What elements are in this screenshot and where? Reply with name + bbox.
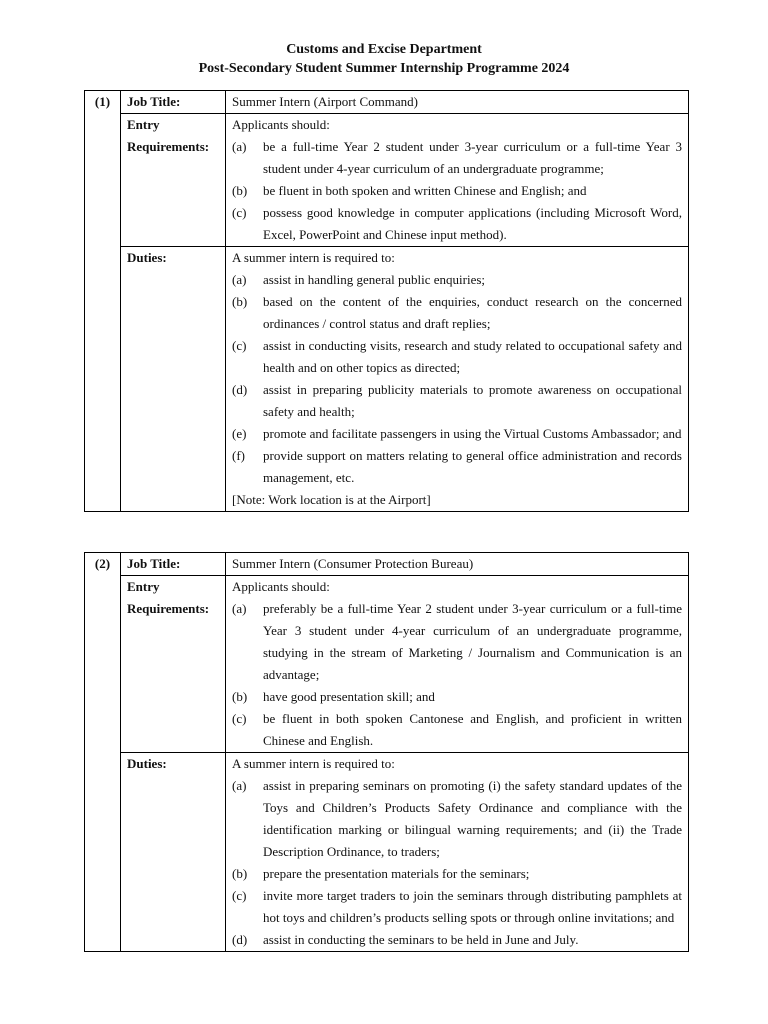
list-item bbox=[232, 686, 682, 708]
job-title-label: Job Title: bbox=[121, 91, 226, 114]
list-item bbox=[232, 775, 682, 863]
list-marker: (b) bbox=[232, 183, 248, 198]
list-marker: (b) bbox=[232, 866, 248, 881]
list-marker: (a) bbox=[232, 272, 247, 287]
duties-label: Duties: bbox=[121, 247, 226, 512]
list-item bbox=[232, 291, 682, 335]
list-item bbox=[232, 863, 682, 885]
duties-row bbox=[85, 247, 689, 512]
list-item bbox=[232, 202, 682, 246]
list-marker: (f) bbox=[232, 448, 245, 463]
entry-requirements-content bbox=[226, 114, 689, 247]
list-marker: (a) bbox=[232, 601, 247, 616]
entry-label-line1: Entry bbox=[127, 579, 160, 594]
job-table-2 bbox=[84, 552, 689, 952]
list-item bbox=[232, 929, 682, 951]
list-marker: (c) bbox=[232, 888, 247, 903]
list-item bbox=[232, 708, 682, 752]
list-text: be fluent in both spoken Cantonese and English, and proficient in written Chinese and English. bbox=[263, 711, 682, 748]
list-text: assist in handling general public enquiries; bbox=[263, 272, 486, 287]
list-item bbox=[232, 885, 682, 929]
list-marker: (c) bbox=[232, 338, 247, 353]
list-marker: (d) bbox=[232, 932, 248, 947]
list-marker: (c) bbox=[232, 205, 247, 220]
page-header bbox=[0, 40, 768, 78]
entry-requirements-row bbox=[85, 114, 689, 247]
duties-label: Duties: bbox=[121, 753, 226, 952]
list-item bbox=[232, 136, 682, 180]
list-text: have good presentation skill; and bbox=[263, 689, 435, 704]
list-marker: (b) bbox=[232, 689, 248, 704]
list-text: provide support on matters relating to general office administration and records management, etc. bbox=[263, 448, 682, 485]
list-text: assist in conducting the seminars to be held in June and July. bbox=[263, 932, 579, 947]
duties-content bbox=[226, 753, 689, 952]
entry-label-line2: Requirements: bbox=[127, 139, 210, 154]
list-text: preferably be a full-time Year 2 student under 3-year curriculum or a full-time Year 3 student under 4-year curriculum of an undergraduate programme, studying in the stream of Marketing / Journalism and Communication is an advantage; bbox=[263, 601, 682, 682]
list-text: based on the content of the enquiries, conduct research on the concerned ordinances / control status and draft replies; bbox=[263, 294, 682, 331]
job-title-row bbox=[85, 91, 689, 114]
list-marker: (d) bbox=[232, 382, 248, 397]
list-text: possess good knowledge in computer applications (including Microsoft Word, Excel, PowerPoint and Chinese input method). bbox=[263, 205, 682, 242]
entry-requirements-content bbox=[226, 576, 689, 753]
list-marker: (e) bbox=[232, 426, 247, 441]
duties-content bbox=[226, 247, 689, 512]
job-table-1 bbox=[84, 90, 689, 512]
list-item bbox=[232, 379, 682, 423]
work-location-note: [Note: Work location is at the Airport] bbox=[232, 492, 431, 507]
department-title: Customs and Excise Department bbox=[286, 42, 482, 57]
entry-requirements-row bbox=[85, 576, 689, 753]
list-text: assist in preparing publicity materials to promote awareness on occupational safety and health; bbox=[263, 382, 682, 419]
list-text: be fluent in both spoken and written Chinese and English; and bbox=[263, 183, 587, 198]
list-text: prepare the presentation materials for the seminars; bbox=[263, 866, 530, 881]
entry-label-line2: Requirements: bbox=[127, 601, 210, 616]
job-number: (1) bbox=[85, 91, 121, 512]
list-text: promote and facilitate passengers in using the Virtual Customs Ambassador; and bbox=[263, 426, 682, 441]
list-item bbox=[232, 269, 682, 291]
list-item bbox=[232, 445, 682, 489]
list-item bbox=[232, 598, 682, 686]
list-item bbox=[232, 423, 682, 445]
duties-row bbox=[85, 753, 689, 952]
job-title-row bbox=[85, 553, 689, 576]
list-text: be a full-time Year 2 student under 3-year curriculum or a full-time Year 3 student under 4-year curriculum of an undergraduate programme; bbox=[263, 139, 682, 176]
job-number: (2) bbox=[85, 553, 121, 952]
job-title-value: Summer Intern (Consumer Protection Bureau) bbox=[226, 553, 689, 576]
job-title-value: Summer Intern (Airport Command) bbox=[226, 91, 689, 114]
entry-requirements-label bbox=[121, 576, 226, 753]
programme-title: Post-Secondary Student Summer Internship Programme 2024 bbox=[198, 61, 570, 76]
duties-intro: A summer intern is required to: bbox=[232, 250, 395, 265]
list-item bbox=[232, 335, 682, 379]
list-text: invite more target traders to join the seminars through distributing pamphlets at hot toys and children’s products selling spots or through online invitations; and bbox=[263, 888, 682, 925]
duties-intro: A summer intern is required to: bbox=[232, 756, 395, 771]
list-marker: (a) bbox=[232, 139, 247, 154]
entry-label-line1: Entry bbox=[127, 117, 160, 132]
entry-intro: Applicants should: bbox=[232, 579, 330, 594]
list-text: assist in preparing seminars on promoting (i) the safety standard updates of the Toys and Children’s Products Safety Ordinance and compliance with the identification marking or bilingual warning requirements; and (ii) the Trade Description Ordinance, to traders; bbox=[263, 778, 682, 859]
list-marker: (c) bbox=[232, 711, 247, 726]
list-marker: (a) bbox=[232, 778, 247, 793]
list-item bbox=[232, 180, 682, 202]
entry-requirements-label bbox=[121, 114, 226, 247]
list-text: assist in conducting visits, research and study related to occupational safety and health and on other topics as directed; bbox=[263, 338, 682, 375]
job-title-label: Job Title: bbox=[121, 553, 226, 576]
list-marker: (b) bbox=[232, 294, 248, 309]
entry-intro: Applicants should: bbox=[232, 117, 330, 132]
